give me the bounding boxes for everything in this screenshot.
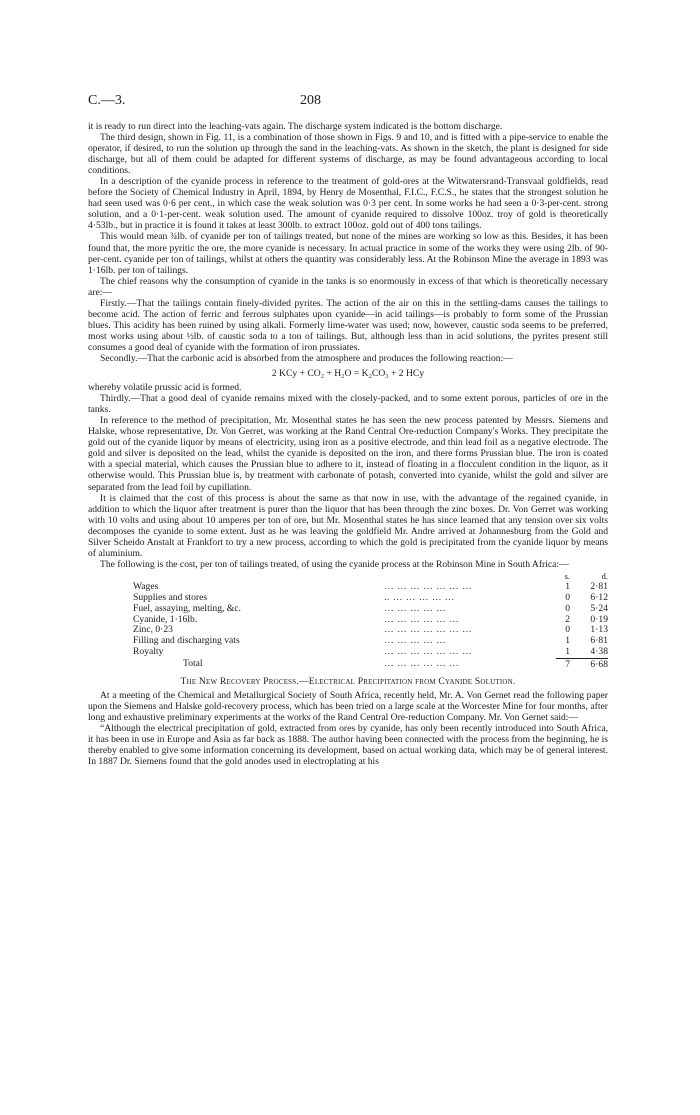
cost-item-label: Filling and discharging vats: [133, 635, 240, 647]
cost-shillings: 1: [565, 646, 570, 658]
leader-dots: … … … … … …: [384, 658, 460, 670]
cost-shillings: 0: [565, 602, 570, 614]
paragraph: In reference to the method of precipitation, Mr. Mosenthal states he has seen the new process patented by Messrs. Siemens and Halske, whose representative, Dr. Von Gerret, was working at the Rand Central Ore-reduction Company's Works. They precipitate the gold out of the cyanide liquor by means of electricity, using iron as a positive electrode, and thin lead foil as a negative electrode. The gold and silver is deposited on the lead, whilst the cyanide is deposited on the iron, and there forms Prussian blue. The iron is coated with a special material, which causes the Prussian blue to adhere to it, instead of floating in a flocculent condition in the liquor, as it otherwise would. This Prussian blue is, by treatment with carbonate of potash, converted into cyanide, whilst the gold and silver are separated from the lead foil by cupillation.: [88, 415, 608, 493]
cost-item-label: Zinc, 0·23: [133, 624, 173, 636]
paragraph: The third design, shown in Fig. 11, is a combination of those shown in Figs. 9 and 10, and is fitted with a pipe-service to enable the operator, if desired, to run the solution up through the sand in the leaching-vats. As shown in the sketch, the plant is designed for side discharge, but all of them could be adapted for different systems of discharge, as may be found advantageous according to local conditions.: [88, 132, 608, 177]
paragraph: At a meeting of the Chemical and Metallurgical Society of South Africa, recently held, Mr. A. Von Gernet read the following paper upon the Siemens and Halske gold-recovery process, which has been tried on a large scale at the Worcester Mine for four months, after long and exhaustive preliminary experiments at the works of the Rand Central Ore-reduction Company. Mr. Von Gernet said:—: [88, 690, 608, 724]
cost-item-label: Royalty: [133, 646, 164, 658]
table-row: [88, 647, 608, 658]
paragraph: The chief reasons why the consumption of cyanide in the tanks is so enormously in excess of that which is theoretically necessary are:—: [88, 275, 608, 298]
leader-dots: … … … … … … …: [384, 646, 473, 658]
page-header: [88, 93, 608, 113]
cost-total-row: [88, 659, 608, 671]
leader-dots: … … … … … …: [384, 613, 460, 625]
cost-pence: 6·12: [590, 591, 608, 603]
unit-pence: d.: [601, 570, 608, 581]
leader-dots: … … … … … … …: [384, 624, 473, 636]
cost-shillings: 2: [565, 613, 570, 625]
leader-dots: … … … … … … …: [384, 580, 473, 592]
paragraph: This would mean ¾lb. of cyanide per ton of tailings treated, but none of the mines are working so low as this. Besides, it has been found that, the more pyritic the ore, the more cyanide is necessary. In actual practice in some of the works they were using 2lb. of 90-per-cent. cyanide per ton of tailings, whilst at others the quantity was considerably less. At the Robinson Mine the average in 1893 was 1·16lb. per ton of tailings.: [88, 231, 608, 276]
paragraph: it is ready to run direct into the leaching-vats again. The discharge system indicated is the bottom discharge.: [88, 121, 503, 132]
cost-pence: 5·24: [590, 602, 608, 614]
section-heading: The New Recovery Process.—Electrical Precipitation from Cyanide Solution.: [180, 676, 516, 688]
cost-item-label: Fuel, assaying, melting, &c.: [133, 602, 241, 614]
page-number: 208: [300, 93, 321, 108]
cost-item-label: Cyanide, 1·16lb.: [133, 613, 198, 625]
paragraph: whereby volatile prussic acid is formed.: [88, 382, 242, 394]
cost-item-label: Wages: [133, 580, 159, 592]
leader-dots: … … … … …: [384, 635, 447, 647]
total-label: Total: [183, 658, 203, 670]
paragraph: The following is the cost, per ton of tailings treated, of using the cyanide process at the Robinson Mine in South Africa:—: [100, 558, 569, 570]
paragraph: Firstly.—That the tailings contain finely-divided pyrites. The action of the air on this in the settling-dams causes the tailings to become acid. The action of ferric and ferrous sulphates upon cyanide—in acid tailings—is probably to form some of the Prussian blues. This acidity has been ruined by using alkali. Formerly lime-water was used; now, however, caustic soda seems to be preferred, most works using about ½lb. of caustic soda to a ton of tailings. But, although less than in acid solutions, the pyrites present still consumes a good deal of cyanide with the formation of iron prussiates.: [88, 297, 608, 353]
cost-pence: 1·13: [590, 624, 608, 636]
cost-pence: 4·38: [590, 646, 608, 658]
cost-shillings: 1: [565, 635, 570, 647]
cost-item-label: Supplies and stores: [133, 591, 208, 603]
leader-dots: … … … … …: [384, 602, 447, 614]
paragraph: In a description of the cyanide process in reference to the treatment of gold-ores at the Witwatersrand-Transvaal goldfields, read before the Society of Chemical Industry in April, 1894, by Henry de Mosenthal, F.I.C., F.C.S., he states that the strongest solution he had seen used was 0·6 per cent., in which case the weak solution was 0·3 per cent. In some works he had seen a 0·3-per-cent. strong solution, and a 0·1-per-cent. weak solution used. The amount of cyanide required to dissolve 100oz. troy of gold is theoretically 4·53lb., but in practice it is found it takes at least 300lb. to extract 100oz. gold out of 400 tons tailings.: [88, 176, 608, 232]
document-body: [88, 121, 608, 767]
cost-table-units-row: [88, 571, 608, 582]
cost-pence: 2·81: [590, 580, 608, 592]
table-row: [88, 604, 608, 615]
table-row: [88, 636, 608, 647]
leader-dots: .. … … … … …: [384, 591, 455, 603]
paragraph: Thirdly.—That a good deal of cyanide remains mixed with the closely-packed, and to some extent porous, particles of ore in the tanks.: [88, 393, 608, 416]
total-shillings: 7: [556, 659, 570, 671]
paragraph: It is claimed that the cost of this process is about the same as that now in use, with the advantage of the regained cyanide, in addition to which the liquor after treatment is purer than the liquor that has been through the zinc boxes. Dr. Von Gerret was working with 10 volts and using about 10 amperes per ton of ore, but Mr. Mosenthal states he has since learned that any tension over six volts decomposes the cyanide to some extent. Just as he was leaving the goldfield Mr. Andre arrived at Johannesburg from the Gold and Silver Scheido Anstalt at Frankfort to try a new process, according to which the gold is precipitated from the cyanide liquor by means of aluminium.: [88, 492, 608, 559]
cost-pence: 6·81: [590, 635, 608, 647]
report-reference: C.—3.: [88, 93, 126, 108]
cost-shillings: 0: [565, 591, 570, 603]
total-pence: 6·68: [570, 659, 608, 671]
table-row: [88, 593, 608, 604]
cost-table: [88, 571, 608, 671]
cost-pence: 0·19: [590, 613, 608, 625]
unit-shillings: s.: [564, 570, 570, 581]
paragraph: “Although the electrical precipitation of gold, extracted from ores by cyanide, has only been recently introduced into South Africa, it has been in use in Europe and Asia as far back as 1888. The author having been connected with the process from the beginning, he is thereby enabled to give some information concerning its development, based on actual working data, which may be of general interest. In 1887 Dr. Siemens found that the gold anodes used in electroplating at his: [88, 723, 608, 768]
cost-shillings: 1: [565, 580, 570, 592]
chemical-equation: 2 KCy + CO₂ + H₂O = K₂CO₃ + 2 HCy: [271, 368, 425, 380]
paragraph: Secondly.—That the carbonic acid is absorbed from the atmosphere and produces the following reaction:—: [100, 352, 513, 364]
cost-shillings: 0: [565, 624, 570, 636]
